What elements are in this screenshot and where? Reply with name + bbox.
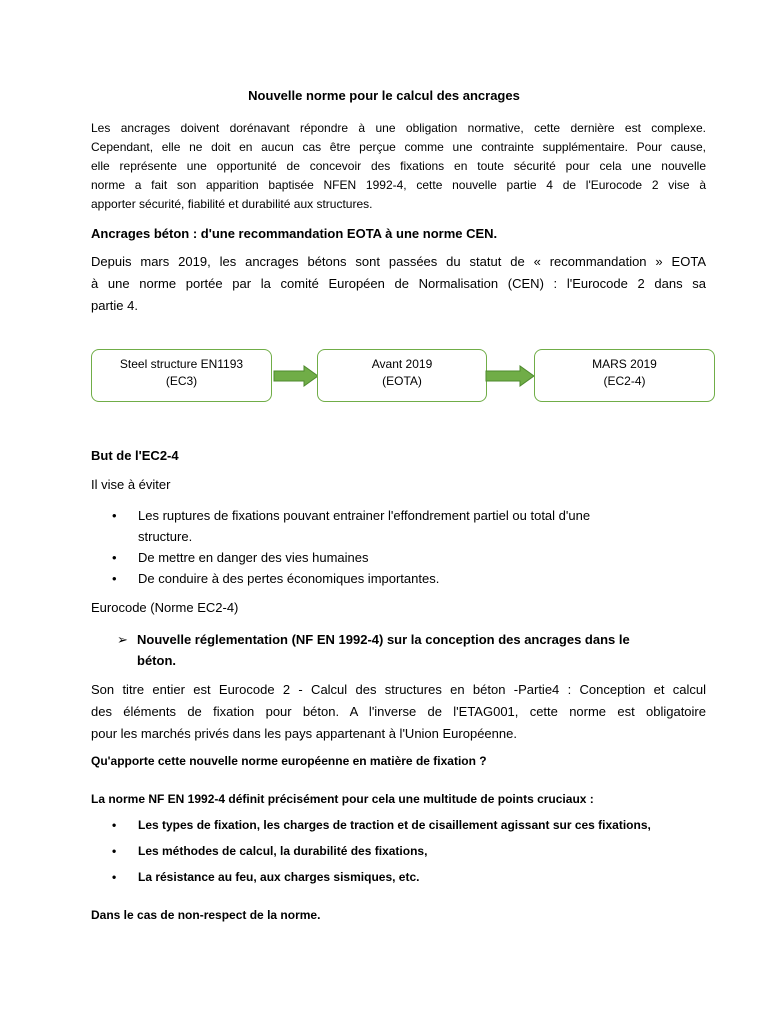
section3-paragraph — [91, 679, 706, 745]
section4-closing: Dans le cas de non-respect de la norme. — [91, 908, 321, 922]
section1-line: partie 4. — [91, 298, 138, 313]
flow-box-line2: (EC3) — [165, 374, 198, 388]
flow-box-eota — [317, 349, 487, 402]
list-item — [112, 505, 712, 547]
section3-label: Eurocode (Norme EC2-4) — [91, 600, 239, 615]
section3-line: pour les marchés privés dans les pays appartenant à l'Union Européenne. — [91, 726, 517, 741]
arrow-list-item — [117, 629, 697, 671]
list-item — [112, 842, 732, 860]
intro-line: elle représente une opportunité de concevoir des fixations en toute sécurité pour cela une nouvelle — [91, 159, 706, 173]
bullet-icon: • — [112, 818, 117, 832]
flow-arrow-2-icon — [484, 364, 536, 388]
list-item — [112, 547, 712, 568]
intro-paragraph — [91, 119, 706, 214]
bullet-text: Les ruptures de fixations pouvant entrainer l'effondrement partiel ou total d'une — [138, 508, 591, 523]
bullet-text: De mettre en danger des vies humaines — [138, 550, 369, 565]
flow-box-line2: (EOTA) — [382, 374, 422, 388]
flow-box-line1: Avant 2019 — [371, 357, 433, 371]
intro-line: apporter sécurité, fiabilité et durabilité aux structures. — [91, 197, 373, 211]
intro-line: norme a fait son apparition baptisée NFEN 1992-4, cette nouvelle partie 4 de l'Eurocode 2 vise à — [91, 178, 706, 192]
section3-line: des éléments de fixation pour béton. A l'inverse de l'ETAG001, cette norme est obligatoire — [91, 704, 706, 719]
bullet-text: La résistance au feu, aux charges sismiques, etc. — [138, 870, 420, 884]
page-title: Nouvelle norme pour le calcul des ancrages — [248, 88, 520, 103]
bullet-text: Les méthodes de calcul, la durabilité des fixations, — [138, 844, 428, 858]
section1-line: à une norme portée par la comité Européen de Normalisation (CEN) : l'Eurocode 2 dans sa — [91, 276, 706, 291]
section1-line: Depuis mars 2019, les ancrages bétons sont passées du statut de « recommandation » EOTA — [91, 254, 706, 269]
arrow-bullet-icon: ➢ — [117, 632, 128, 647]
flow-box-ec3 — [91, 349, 272, 402]
bullet-text: Les types de fixation, les charges de traction et de cisaillement agissant sur ces fixations, — [138, 818, 651, 832]
list-item — [112, 568, 712, 589]
bullet-text: De conduire à des pertes économiques importantes. — [138, 571, 440, 586]
flow-box-line1: Steel structure EN1193 — [119, 357, 244, 371]
intro-line: Cependant, elle ne doit en aucun cas être perçue comme une contrainte supplémentaire. Pour cause, — [91, 140, 706, 154]
flow-box-ec2-4 — [534, 349, 715, 402]
flow-arrow-1-icon — [272, 364, 320, 388]
section3-line: Son titre entier est Eurocode 2 - Calcul des structures en béton -Partie4 : Conception et calcul — [91, 682, 706, 697]
arrow-item-text: béton. — [137, 653, 176, 668]
section4-question: Qu'apporte cette nouvelle norme européenne en matière de fixation ? — [91, 754, 487, 768]
section4-intro: La norme NF EN 1992-4 définit précisément pour cela une multitude de points cruciaux : — [91, 792, 594, 806]
bullet-icon: • — [112, 844, 117, 858]
bullet-icon: • — [112, 870, 117, 884]
section2-subtitle: Il vise à éviter — [91, 477, 171, 492]
flow-box-line2: (EC2-4) — [603, 374, 646, 388]
list-item — [112, 868, 732, 886]
intro-line: Les ancrages doivent dorénavant répondre à une obligation normative, cette dernière est complexe. — [91, 121, 706, 135]
bullet-icon: • — [112, 550, 117, 565]
arrow-item-text: Nouvelle réglementation (NF EN 1992-4) sur la conception des ancrages dans le — [137, 632, 630, 647]
section-heading-ancrages: Ancrages béton : d'une recommandation EOTA à une norme CEN. — [91, 226, 498, 241]
section2-bullet-list — [112, 505, 712, 589]
section4-bullet-list — [112, 816, 732, 886]
list-item — [112, 816, 732, 834]
flow-box-line1: MARS 2019 — [592, 357, 657, 371]
bullet-icon: • — [112, 571, 117, 586]
section-heading-but: But de l'EC2-4 — [91, 448, 179, 463]
bullet-icon: • — [112, 508, 117, 523]
section1-paragraph — [91, 251, 706, 317]
bullet-text: structure. — [138, 529, 193, 544]
